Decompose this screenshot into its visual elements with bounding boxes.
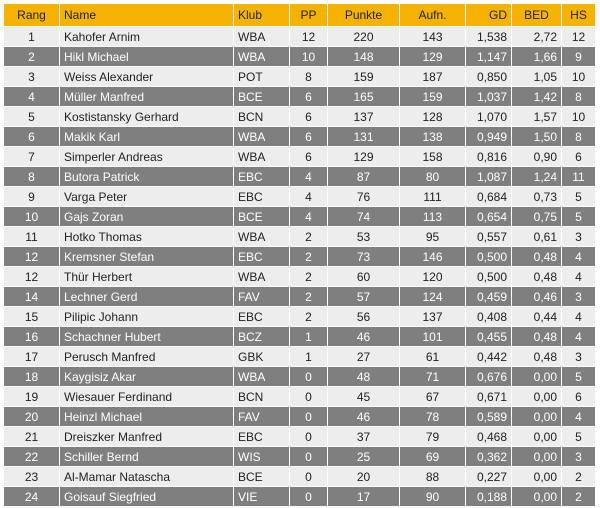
cell-pp: 8 xyxy=(290,67,328,87)
cell-hs: 5 xyxy=(562,367,596,387)
cell-aufn: 95 xyxy=(400,227,466,247)
cell-gd: 0,850 xyxy=(466,67,512,87)
cell-aufn: 111 xyxy=(400,187,466,207)
header-pp: PP xyxy=(290,4,328,27)
cell-aufn: 90 xyxy=(400,487,466,507)
table-row xyxy=(4,447,596,467)
cell-aufn: 128 xyxy=(400,107,466,127)
cell-bed: 1,05 xyxy=(512,67,562,87)
cell-pp: 0 xyxy=(290,407,328,427)
cell-hs: 3 xyxy=(562,287,596,307)
cell-gd: 0,408 xyxy=(466,307,512,327)
cell-bed: 0,48 xyxy=(512,267,562,287)
cell-gd: 0,589 xyxy=(466,407,512,427)
cell-hs: 10 xyxy=(562,67,596,87)
cell-punkte: 46 xyxy=(328,407,400,427)
table-row xyxy=(4,227,596,247)
cell-punkte: 165 xyxy=(328,87,400,107)
table-row xyxy=(4,47,596,67)
table-row xyxy=(4,307,596,327)
cell-punkte: 17 xyxy=(328,487,400,507)
cell-hs: 2 xyxy=(562,487,596,507)
cell-klub: WIS xyxy=(234,447,290,467)
cell-klub: BCN xyxy=(234,387,290,407)
cell-punkte: 37 xyxy=(328,427,400,447)
cell-klub: WBA xyxy=(234,367,290,387)
cell-pp: 2 xyxy=(290,307,328,327)
cell-gd: 0,949 xyxy=(466,127,512,147)
header-bed: BED xyxy=(512,4,562,27)
cell-pp: 2 xyxy=(290,267,328,287)
table-row xyxy=(4,207,596,227)
cell-rang: 23 xyxy=(4,467,60,487)
cell-bed: 0,00 xyxy=(512,447,562,467)
cell-rang: 16 xyxy=(4,327,60,347)
cell-punkte: 131 xyxy=(328,127,400,147)
cell-gd: 0,468 xyxy=(466,427,512,447)
cell-punkte: 53 xyxy=(328,227,400,247)
cell-pp: 12 xyxy=(290,27,328,47)
cell-bed: 0,00 xyxy=(512,387,562,407)
cell-hs: 4 xyxy=(562,327,596,347)
cell-pp: 0 xyxy=(290,387,328,407)
table-row xyxy=(4,167,596,187)
cell-bed: 0,48 xyxy=(512,327,562,347)
table-row xyxy=(4,467,596,487)
cell-hs: 8 xyxy=(562,127,596,147)
cell-punkte: 57 xyxy=(328,287,400,307)
cell-pp: 10 xyxy=(290,47,328,67)
cell-bed: 0,90 xyxy=(512,147,562,167)
cell-hs: 4 xyxy=(562,407,596,427)
table-row xyxy=(4,407,596,427)
cell-name: Kostistansky Gerhard xyxy=(60,107,234,127)
cell-name: Gajs Zoran xyxy=(60,207,234,227)
cell-pp: 0 xyxy=(290,367,328,387)
cell-name: Weiss Alexander xyxy=(60,67,234,87)
cell-aufn: 67 xyxy=(400,387,466,407)
cell-punkte: 48 xyxy=(328,367,400,387)
cell-pp: 6 xyxy=(290,147,328,167)
cell-rang: 17 xyxy=(4,347,60,367)
table-row xyxy=(4,67,596,87)
cell-hs: 12 xyxy=(562,27,596,47)
cell-punkte: 25 xyxy=(328,447,400,467)
cell-klub: BCE xyxy=(234,87,290,107)
cell-hs: 4 xyxy=(562,247,596,267)
cell-klub: POT xyxy=(234,67,290,87)
cell-aufn: 138 xyxy=(400,127,466,147)
cell-rang: 19 xyxy=(4,387,60,407)
cell-pp: 0 xyxy=(290,467,328,487)
cell-aufn: 79 xyxy=(400,427,466,447)
cell-gd: 0,557 xyxy=(466,227,512,247)
cell-klub: EBC xyxy=(234,427,290,447)
cell-hs: 5 xyxy=(562,187,596,207)
header-punkte: Punkte xyxy=(328,4,400,27)
cell-gd: 0,362 xyxy=(466,447,512,467)
cell-hs: 2 xyxy=(562,467,596,487)
table-row xyxy=(4,387,596,407)
cell-hs: 5 xyxy=(562,207,596,227)
header-rang: Rang xyxy=(4,4,60,27)
cell-klub: BCE xyxy=(234,467,290,487)
cell-gd: 1,538 xyxy=(466,27,512,47)
cell-pp: 6 xyxy=(290,87,328,107)
cell-bed: 0,00 xyxy=(512,427,562,447)
cell-rang: 12 xyxy=(4,247,60,267)
cell-name: Hikl Michael xyxy=(60,47,234,67)
cell-gd: 1,087 xyxy=(466,167,512,187)
cell-bed: 1,24 xyxy=(512,167,562,187)
cell-klub: VIE xyxy=(234,487,290,507)
cell-pp: 4 xyxy=(290,167,328,187)
table-row xyxy=(4,247,596,267)
cell-name: Varga Peter xyxy=(60,187,234,207)
cell-hs: 9 xyxy=(562,47,596,67)
cell-gd: 0,442 xyxy=(466,347,512,367)
cell-rang: 22 xyxy=(4,447,60,467)
cell-aufn: 69 xyxy=(400,447,466,467)
cell-pp: 0 xyxy=(290,447,328,467)
cell-pp: 4 xyxy=(290,207,328,227)
cell-bed: 0,73 xyxy=(512,187,562,207)
table-row xyxy=(4,367,596,387)
cell-bed: 0,00 xyxy=(512,467,562,487)
cell-pp: 6 xyxy=(290,127,328,147)
cell-punkte: 137 xyxy=(328,107,400,127)
cell-punkte: 159 xyxy=(328,67,400,87)
cell-aufn: 124 xyxy=(400,287,466,307)
cell-aufn: 146 xyxy=(400,247,466,267)
cell-aufn: 120 xyxy=(400,267,466,287)
table-row xyxy=(4,87,596,107)
cell-bed: 0,75 xyxy=(512,207,562,227)
cell-rang: 1 xyxy=(4,27,60,47)
cell-punkte: 60 xyxy=(328,267,400,287)
cell-rang: 6 xyxy=(4,127,60,147)
cell-gd: 0,188 xyxy=(466,487,512,507)
table-header xyxy=(4,4,596,27)
cell-aufn: 88 xyxy=(400,467,466,487)
cell-klub: WBA xyxy=(234,127,290,147)
cell-name: Kahofer Arnim xyxy=(60,27,234,47)
cell-punkte: 129 xyxy=(328,147,400,167)
cell-aufn: 101 xyxy=(400,327,466,347)
cell-bed: 2,72 xyxy=(512,27,562,47)
cell-gd: 0,500 xyxy=(466,247,512,267)
cell-name: Schiller Bernd xyxy=(60,447,234,467)
cell-name: Goisauf Siegfried xyxy=(60,487,234,507)
cell-punkte: 45 xyxy=(328,387,400,407)
cell-gd: 1,070 xyxy=(466,107,512,127)
cell-rang: 21 xyxy=(4,427,60,447)
cell-name: Butora Patrick xyxy=(60,167,234,187)
table-row xyxy=(4,267,596,287)
cell-name: Heinzl Michael xyxy=(60,407,234,427)
table-row xyxy=(4,107,596,127)
cell-pp: 1 xyxy=(290,327,328,347)
cell-bed: 0,46 xyxy=(512,287,562,307)
cell-rang: 18 xyxy=(4,367,60,387)
cell-pp: 0 xyxy=(290,427,328,447)
cell-bed: 0,00 xyxy=(512,407,562,427)
cell-gd: 0,816 xyxy=(466,147,512,167)
table-row xyxy=(4,27,596,47)
cell-bed: 0,00 xyxy=(512,487,562,507)
cell-rang: 2 xyxy=(4,47,60,67)
cell-gd: 0,654 xyxy=(466,207,512,227)
cell-rang: 20 xyxy=(4,407,60,427)
cell-punkte: 87 xyxy=(328,167,400,187)
table-row xyxy=(4,287,596,307)
cell-rang: 10 xyxy=(4,207,60,227)
cell-aufn: 113 xyxy=(400,207,466,227)
table-row xyxy=(4,347,596,367)
cell-aufn: 159 xyxy=(400,87,466,107)
header-aufn: Aufn. xyxy=(400,4,466,27)
cell-gd: 1,147 xyxy=(466,47,512,67)
cell-aufn: 80 xyxy=(400,167,466,187)
cell-klub: FAV xyxy=(234,287,290,307)
cell-klub: EBC xyxy=(234,247,290,267)
cell-name: Hotko Thomas xyxy=(60,227,234,247)
cell-rang: 4 xyxy=(4,87,60,107)
cell-klub: WBA xyxy=(234,27,290,47)
cell-rang: 9 xyxy=(4,187,60,207)
cell-bed: 0,48 xyxy=(512,347,562,367)
cell-aufn: 78 xyxy=(400,407,466,427)
cell-rang: 14 xyxy=(4,287,60,307)
cell-punkte: 148 xyxy=(328,47,400,67)
cell-punkte: 73 xyxy=(328,247,400,267)
cell-name: Kaygisiz Akar xyxy=(60,367,234,387)
cell-rang: 24 xyxy=(4,487,60,507)
cell-aufn: 143 xyxy=(400,27,466,47)
cell-bed: 0,44 xyxy=(512,307,562,327)
cell-bed: 0,48 xyxy=(512,247,562,267)
header-hs: HS xyxy=(562,4,596,27)
cell-gd: 0,459 xyxy=(466,287,512,307)
cell-bed: 1,50 xyxy=(512,127,562,147)
cell-klub: WBA xyxy=(234,227,290,247)
cell-rang: 15 xyxy=(4,307,60,327)
cell-klub: BCE xyxy=(234,207,290,227)
cell-gd: 0,500 xyxy=(466,267,512,287)
cell-name: Simperler Andreas xyxy=(60,147,234,167)
table-row xyxy=(4,187,596,207)
cell-rang: 7 xyxy=(4,147,60,167)
cell-pp: 6 xyxy=(290,107,328,127)
cell-pp: 4 xyxy=(290,187,328,207)
cell-name: Kremsner Stefan xyxy=(60,247,234,267)
cell-hs: 4 xyxy=(562,307,596,327)
cell-hs: 3 xyxy=(562,347,596,367)
cell-hs: 8 xyxy=(562,87,596,107)
cell-klub: BCZ xyxy=(234,327,290,347)
cell-pp: 2 xyxy=(290,287,328,307)
cell-rang: 12 xyxy=(4,267,60,287)
cell-hs: 10 xyxy=(562,107,596,127)
cell-name: Pilipic Johann xyxy=(60,307,234,327)
cell-punkte: 27 xyxy=(328,347,400,367)
cell-aufn: 61 xyxy=(400,347,466,367)
table-row xyxy=(4,127,596,147)
cell-hs: 4 xyxy=(562,267,596,287)
cell-rang: 11 xyxy=(4,227,60,247)
cell-name: Schachner Hubert xyxy=(60,327,234,347)
cell-pp: 2 xyxy=(290,227,328,247)
cell-rang: 3 xyxy=(4,67,60,87)
header-name: Name xyxy=(60,4,234,27)
cell-name: Makik Karl xyxy=(60,127,234,147)
cell-punkte: 20 xyxy=(328,467,400,487)
cell-klub: EBC xyxy=(234,167,290,187)
cell-pp: 2 xyxy=(290,247,328,267)
cell-name: Dreiszker Manfred xyxy=(60,427,234,447)
table-row xyxy=(4,487,596,507)
cell-klub: GBK xyxy=(234,347,290,367)
cell-bed: 0,61 xyxy=(512,227,562,247)
table-row xyxy=(4,327,596,347)
cell-name: Al-Mamar Natascha xyxy=(60,467,234,487)
cell-punkte: 220 xyxy=(328,27,400,47)
cell-aufn: 137 xyxy=(400,307,466,327)
cell-klub: FAV xyxy=(234,407,290,427)
cell-hs: 3 xyxy=(562,227,596,247)
cell-rang: 8 xyxy=(4,167,60,187)
cell-klub: EBC xyxy=(234,187,290,207)
cell-aufn: 71 xyxy=(400,367,466,387)
table-body xyxy=(4,27,596,507)
cell-bed: 1,66 xyxy=(512,47,562,67)
cell-gd: 0,455 xyxy=(466,327,512,347)
cell-name: Perusch Manfred xyxy=(60,347,234,367)
cell-punkte: 56 xyxy=(328,307,400,327)
ranking-table xyxy=(3,3,596,507)
cell-klub: WBA xyxy=(234,47,290,67)
cell-gd: 0,671 xyxy=(466,387,512,407)
cell-punkte: 76 xyxy=(328,187,400,207)
cell-bed: 1,57 xyxy=(512,107,562,127)
cell-bed: 1,42 xyxy=(512,87,562,107)
cell-name: Lechner Gerd xyxy=(60,287,234,307)
table-row xyxy=(4,427,596,447)
cell-rang: 5 xyxy=(4,107,60,127)
cell-name: Thür Herbert xyxy=(60,267,234,287)
cell-klub: BCN xyxy=(234,107,290,127)
cell-gd: 0,676 xyxy=(466,367,512,387)
cell-aufn: 129 xyxy=(400,47,466,67)
cell-klub: WBA xyxy=(234,147,290,167)
cell-gd: 0,684 xyxy=(466,187,512,207)
cell-gd: 0,227 xyxy=(466,467,512,487)
cell-pp: 1 xyxy=(290,347,328,367)
cell-hs: 3 xyxy=(562,447,596,467)
cell-hs: 6 xyxy=(562,387,596,407)
header-gd: GD xyxy=(466,4,512,27)
header-klub: Klub xyxy=(234,4,290,27)
cell-punkte: 46 xyxy=(328,327,400,347)
cell-name: Wiesauer Ferdinand xyxy=(60,387,234,407)
cell-hs: 6 xyxy=(562,147,596,167)
cell-name: Müller Manfred xyxy=(60,87,234,107)
cell-pp: 0 xyxy=(290,487,328,507)
cell-aufn: 158 xyxy=(400,147,466,167)
cell-klub: EBC xyxy=(234,307,290,327)
header-row xyxy=(4,4,596,27)
cell-gd: 1,037 xyxy=(466,87,512,107)
cell-hs: 5 xyxy=(562,427,596,447)
cell-punkte: 74 xyxy=(328,207,400,227)
table-row xyxy=(4,147,596,167)
cell-aufn: 187 xyxy=(400,67,466,87)
cell-klub: WBA xyxy=(234,267,290,287)
cell-bed: 0,00 xyxy=(512,367,562,387)
cell-hs: 11 xyxy=(562,167,596,187)
